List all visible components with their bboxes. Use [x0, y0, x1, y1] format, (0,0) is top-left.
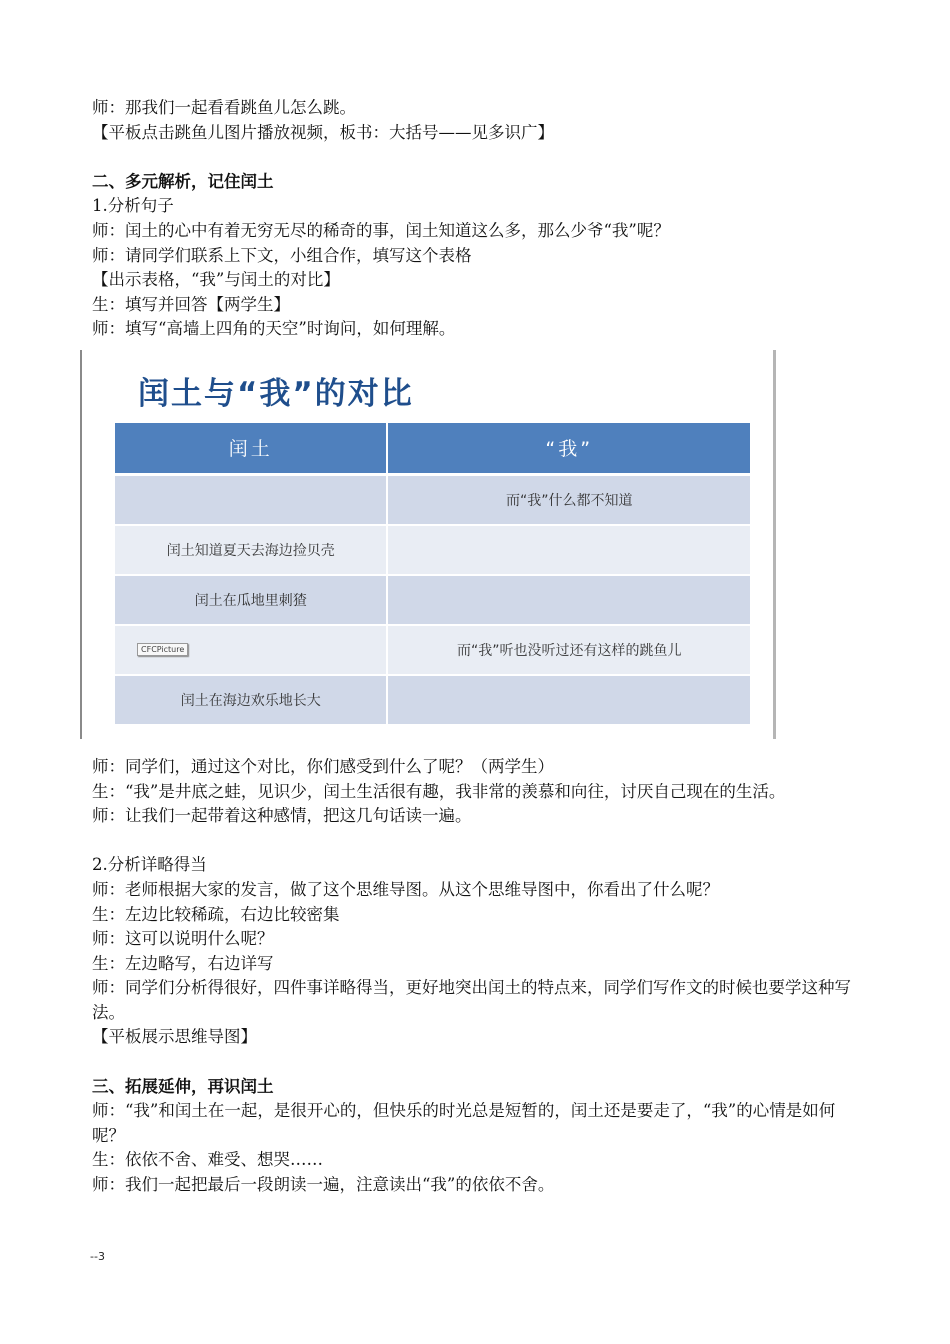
text-line: 生：左边略写，右边详写	[92, 953, 274, 973]
text-line: 师：我们一起把最后一段朗读一遍，注意读出“我”的依依不舍。	[92, 1175, 555, 1195]
subsection-title-2: 2.分析详略得当	[92, 855, 207, 875]
table-cell	[115, 625, 387, 675]
text-line: 师：填写“高墙上四角的天空”时询问，如何理解。	[92, 319, 456, 339]
table-row	[115, 474, 750, 525]
subsection-title-1: 1.分析句子	[92, 196, 174, 216]
comparison-slide-image	[80, 350, 776, 739]
table-header-cell: “我”	[387, 423, 750, 475]
comparison-table	[115, 423, 750, 726]
slide-title: 闰土与“我”的对比	[138, 375, 414, 412]
text-line: 师：请同学们联系上下文，小组合作，填写这个表格	[92, 245, 472, 265]
text-line: 生：左边比较稀疏，右边比较密集	[92, 904, 340, 924]
section-heading-3: 三、拓展延伸，再识闰土	[92, 1076, 274, 1096]
table-row	[115, 525, 750, 575]
text-line: 师：“我”和闰土在一起，是很开心的，但快乐的时光总是短暂的，闰土还是要走了，“我”的心情是如何呢？	[92, 1101, 836, 1145]
text-line: 生：填写并回答【两学生】	[92, 294, 290, 314]
text-line: 【平板点击跳鱼儿图片播放视频，板书：大括号——见多识广】	[92, 122, 554, 142]
table-cell	[115, 474, 387, 525]
text-line: 师：那我们一起看看跳鱼儿怎么跳。	[92, 98, 356, 117]
table-cell	[387, 675, 750, 725]
table-cell: 闰土在瓜地里刺猹	[115, 575, 387, 625]
table-cell	[387, 575, 750, 625]
table-row	[115, 675, 750, 725]
spacer	[92, 145, 867, 170]
table-cell: 而“我”什么都不知道	[387, 474, 750, 525]
spacer	[92, 1050, 867, 1075]
table-row	[115, 625, 750, 675]
spacer	[92, 829, 867, 854]
text-line: 【出示表格，“我”与闰土的对比】	[92, 270, 340, 290]
text-line: 师：同学们分析得很好，四件事详略得当，更好地突出闰土的特点来，同学们写作文的时候也要学这种写法。	[92, 978, 851, 1022]
text-line: 师：这可以说明什么呢？	[92, 929, 274, 949]
text-line: 生：“我”是井底之蛙，见识少，闰土生活很有趣，我非常的羡慕和向往，讨厌自己现在的生活。	[92, 781, 786, 801]
table-header-cell: 闰土	[115, 423, 387, 475]
table-cell	[387, 525, 750, 575]
table-cell: 闰土在海边欢乐地长大	[115, 675, 387, 725]
text-line: 【平板展示思维导图】	[92, 1027, 257, 1047]
table-cell: 而“我”听也没听过还有这样的跳鱼儿	[387, 625, 750, 675]
text-line: 师：同学们，通过这个对比，你们感受到什么了呢？（两学生）	[92, 756, 554, 776]
text-line: 师：让我们一起带着这种感情，把这几句话读一遍。	[92, 806, 472, 826]
page-number: --3	[90, 1250, 105, 1263]
section-heading-2: 二、多元解析，记住闰土	[92, 171, 274, 191]
document-body	[92, 96, 867, 1198]
text-line: 生：依依不舍、难受、想哭……	[92, 1150, 323, 1170]
table-header-row	[115, 423, 750, 475]
embedded-picture-placeholder[interactable]: CFCPicture	[137, 643, 188, 656]
table-cell: 闰土知道夏天去海边捡贝壳	[115, 525, 387, 575]
table-row	[115, 575, 750, 625]
text-line: 师：老师根据大家的发言，做了这个思维导图。从这个思维导图中，你看出了什么呢？	[92, 879, 719, 899]
text-line: 师：闰土的心中有着无穷无尽的稀奇的事，闰土知道这么多，那么少爷“我”呢？	[92, 220, 670, 240]
